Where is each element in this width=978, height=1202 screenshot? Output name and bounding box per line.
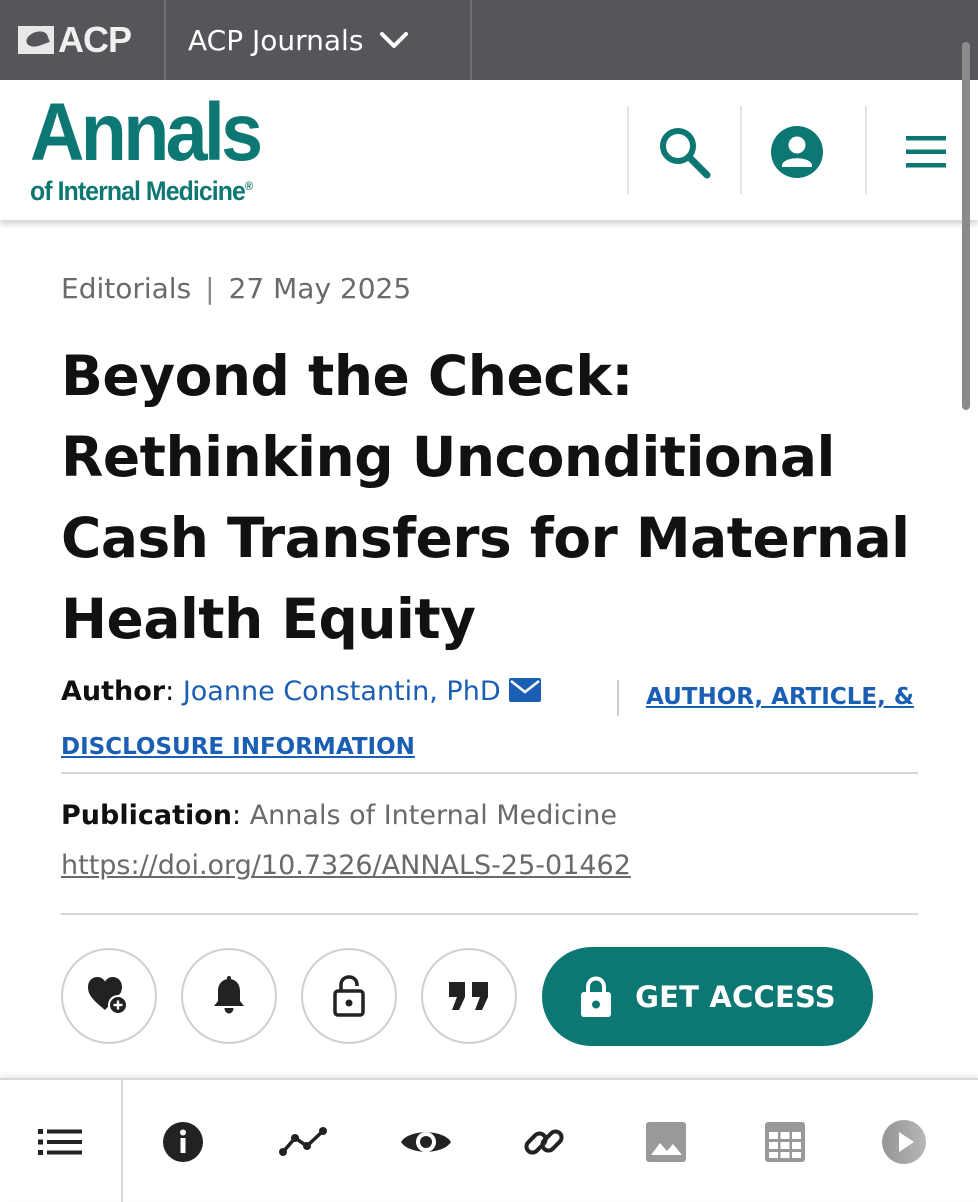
publication-label: Publication [61,800,233,831]
toolbar-metrics-button[interactable] [279,1118,327,1166]
publication-line [61,800,617,831]
account-button[interactable] [769,124,825,180]
alerts-button[interactable] [181,948,277,1044]
toolbar-info-button[interactable] [159,1118,207,1166]
author-separator [617,680,619,716]
table-icon [764,1121,806,1163]
acp-logo-mark-icon [18,26,54,54]
header-divider [627,106,629,194]
article-category[interactable]: Editorials [61,272,192,305]
add-to-favorites-button[interactable] [61,948,157,1044]
divider [61,772,918,774]
eye-icon [399,1125,453,1159]
doi-link[interactable]: https://doi.org/10.7326/ANNALS-25-01462 [61,850,631,881]
get-access-label: GET ACCESS [635,979,836,1014]
acp-top-bar [0,0,978,80]
info-icon [162,1121,204,1163]
hamburger-menu-icon [904,132,948,172]
quote-icon [447,980,491,1012]
bell-icon [211,976,247,1016]
disclosure-link[interactable]: AUTHOR, ARTICLE, & [646,684,914,710]
image-icon [645,1121,687,1163]
account-icon [770,125,824,179]
annals-logo[interactable] [30,87,279,206]
header-divider [740,106,742,194]
email-author-button[interactable] [509,678,541,709]
toolbar-divider [121,1080,123,1202]
link-icon [522,1120,566,1164]
author-name-link[interactable]: Joanne Constantin, PhD [182,676,501,707]
toolbar-share-link-button[interactable] [520,1118,568,1166]
author-line [61,676,541,709]
favorite-add-icon [87,976,131,1016]
author-colon: : [165,676,183,707]
toolbar-view-button[interactable] [398,1118,454,1166]
article-title: Beyond the Check: Rethinking Unconditional Cash Transfers for Maternal Health Equity [61,344,910,651]
meta-separator: | [205,272,215,305]
open-access-button[interactable] [301,948,397,1044]
lock-icon [579,976,613,1018]
chevron-down-icon [379,30,409,50]
toolbar-tables-button[interactable] [761,1118,809,1166]
list-icon [38,1127,82,1157]
search-icon [657,125,711,179]
journal-header [0,80,978,220]
acp-journals-label: ACP Journals [188,23,364,57]
toolbar-contents-button[interactable] [36,1118,84,1166]
trend-icon [279,1127,327,1157]
article-meta [61,272,411,305]
cite-button[interactable] [421,948,517,1044]
article-toolbar [0,1078,978,1200]
menu-button[interactable] [898,124,954,180]
annals-logo-sub: of Internal Medicine® [30,176,253,206]
publication-colon: : [232,800,250,831]
unlock-icon [332,975,366,1017]
header-divider [865,106,867,194]
get-access-button[interactable] [542,947,873,1046]
acp-logo[interactable] [0,0,166,80]
author-label: Author [61,676,166,707]
toolbar-fade [888,1080,978,1200]
mail-icon [509,678,541,702]
disclosure-link-continued[interactable]: DISCLOSURE INFORMATION [61,734,415,760]
toolbar-figures-button[interactable] [642,1118,690,1166]
acp-logo-text: ACP [58,19,132,60]
annals-logo-main: Annals [30,87,260,178]
divider [61,913,918,915]
page-scrollbar[interactable] [962,42,970,410]
article-date: 27 May 2025 [228,272,412,305]
acp-journals-menu[interactable] [166,0,472,80]
search-button[interactable] [656,124,712,180]
publication-name: Annals of Internal Medicine [249,800,617,831]
